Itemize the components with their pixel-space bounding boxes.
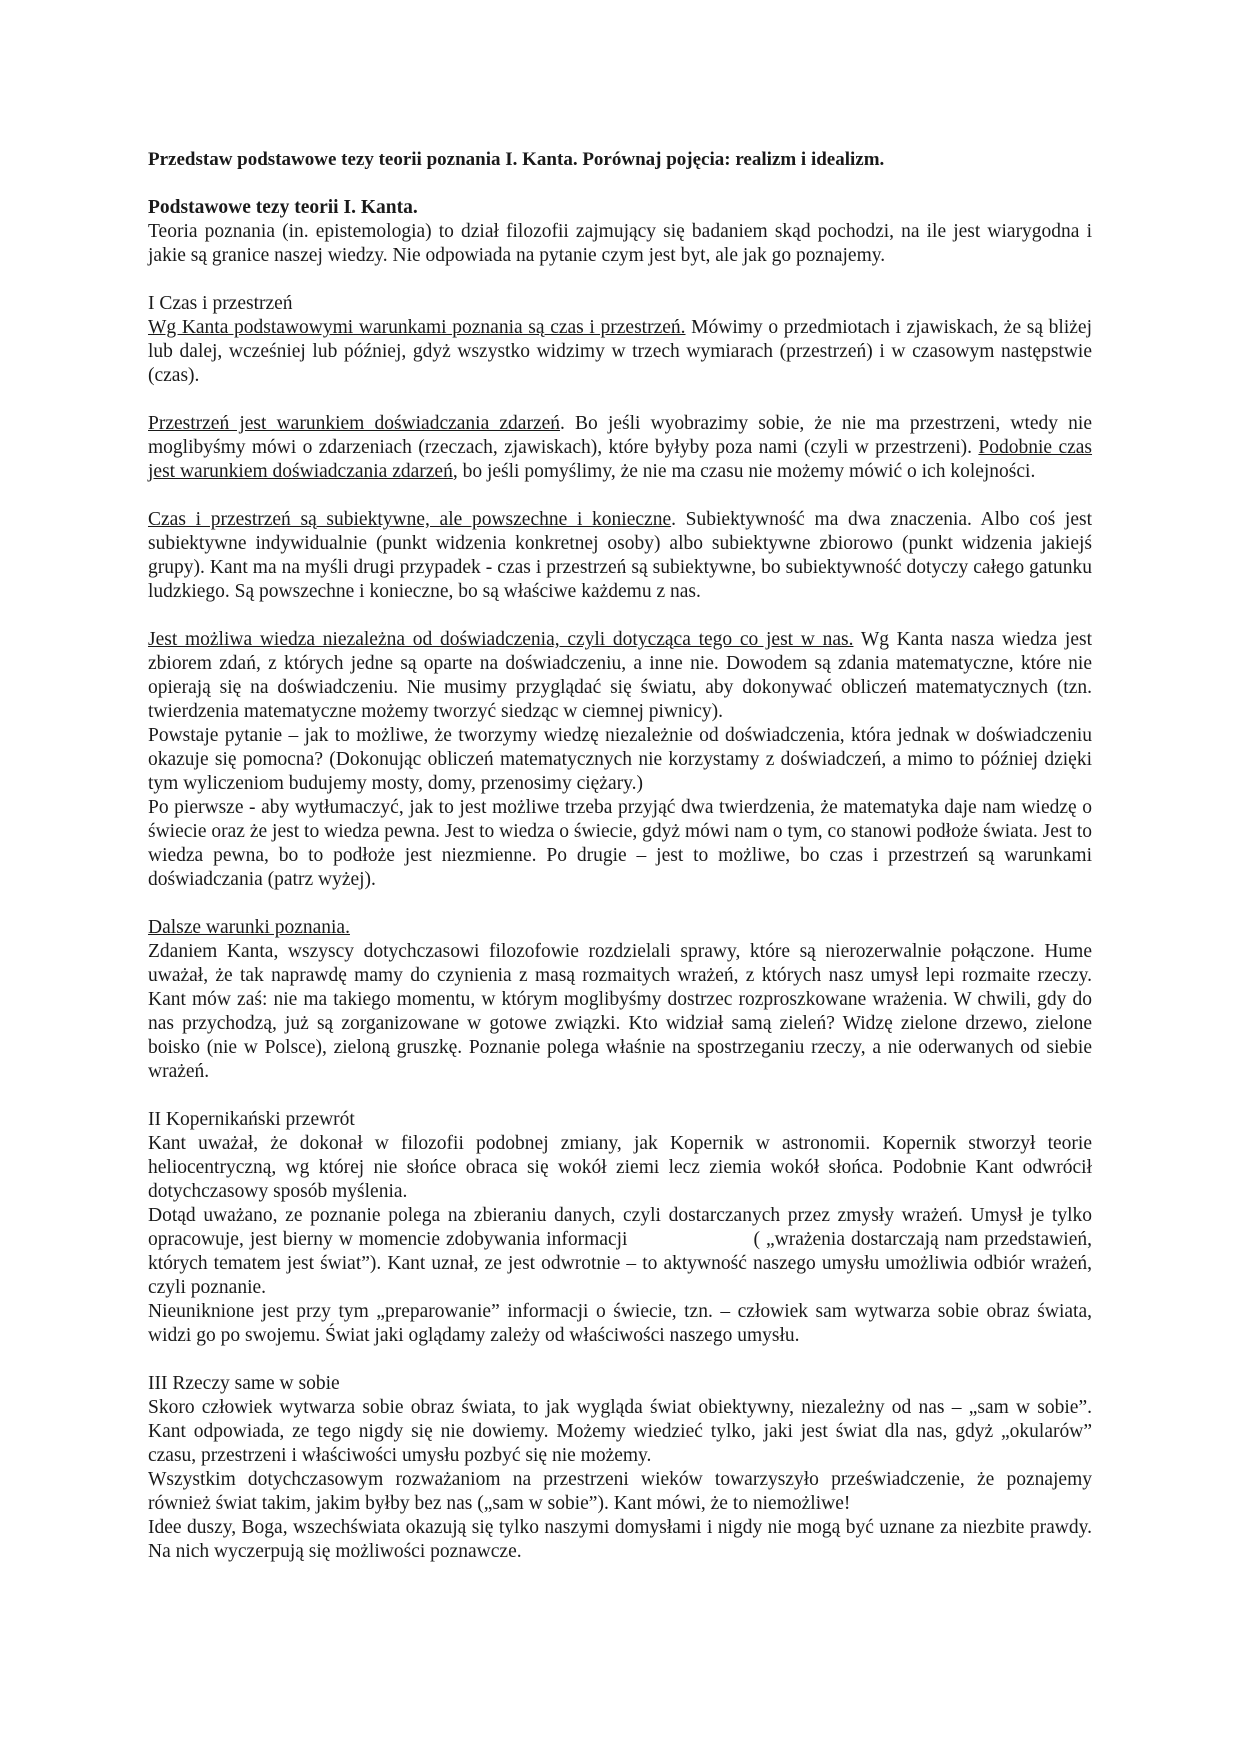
document-page: [148, 148, 1097, 1564]
paragraph-text: , bo jeśli pomyślimy, że nie ma czasu nie możemy mówić o ich kolejności.: [452, 461, 1036, 482]
section-heading-copernican: II Kopernikański przewrót: [148, 1109, 355, 1130]
paragraph: Po pierwsze - aby wytłumaczyć, jak to jest możliwe trzeba przyjąć dwa twierdzenia, że matematyka daje nam wiedzę o świecie oraz że jest to wiedza pewna. Jest to wiedza o świecie, gdyż mówi nam o tym, co stanowi podłoże świata. Jest to wiedza pewna, bo to podłoże jest niezmienne. Po drugie – jest to możliwe, bo czas i przestrzeń są warunkami doświadczania (patrz wyżej).: [148, 797, 1092, 890]
paragraph: Teoria poznania (in. epistemologia) to dział filozofii zajmujący się badaniem skąd pochodzi, na ile jest wiarygodna i jakie są granice naszej wiedzy. Nie odpowiada na pytanie czym jest byt, ale jak go poznajemy.: [148, 221, 1092, 266]
paragraph: Nieuniknione jest przy tym „preparowanie” informacji o świecie, tzn. – człowiek sam wytwarza sobie obraz świata, widzi go po swojemu. Świat jaki oglądamy zależy od właściwości naszego umysłu.: [148, 1301, 1092, 1346]
paragraph-text: Wg Kanta nasza wiedza jest zbiorem zdań, z których jedne są oparte na doświadczeniu, a inne nie. Dowodem są zdania matematyczne, które nie opierają się na doświadczeniu. Nie musimy przyglądać się światu, aby dokonywać obliczeń matematycznych (tzn. twierdzenia matematyczne możemy tworzyć siedząc w ciemnej piwnicy).: [148, 629, 1092, 722]
underlined-thesis: Przestrzeń jest warunkiem doświadczania zdarzeń: [148, 413, 561, 434]
paragraph-text: . Bo jeśli wyobrazimy sobie, że nie ma przestrzeni, wtedy nie moglibyśmy mówi o zdarzeniach (rzeczach, zjawiskach), które byłyby poza nami (czyli w przestrzeni).: [148, 413, 1092, 458]
paragraph: Wszystkim dotychczasowym rozważaniom na przestrzeni wieków towarzyszyło przeświadczenie, że poznajemy również świat takim, jakim byłby bez nas („sam w sobie”). Kant mówi, że to niemożliwe!: [148, 1469, 1092, 1514]
paragraph: Dotąd uważano, ze poznanie polega na zbieraniu danych, czyli dostarczanych przez zmysły wrażeń. Umysł je tylko opracowuje, jest bierny w momencie zdobywania informacji ( „wrażenia dostarczają nam przedstawień, których tematem jest świat”). Kant uznał, ze jest odwrotnie – to aktywność naszego umysłu umożliwia odbiór wrażeń, czyli poznanie.: [148, 1205, 1097, 1298]
document-title: Przedstaw podstawowe tezy teorii poznania I. Kanta. Porównaj pojęcia: realizm i idealizm.: [148, 149, 885, 170]
paragraph: Idee duszy, Boga, wszechświata okazują się tylko naszymi domysłami i nigdy nie mogą być uznane za niezbite prawdy. Na nich wyczerpują się możliwości poznawcze.: [148, 1517, 1092, 1562]
section-heading-things-in-themselves: III Rzeczy same w sobie: [148, 1373, 340, 1394]
paragraph: [148, 628, 1092, 724]
paragraph: [148, 412, 1092, 484]
paragraph-text: . Subiektywność ma dwa znaczenia. Albo coś jest subiektywne indywidualnie (punkt widzenia konkretnej osoby) albo subiektywne zbiorowo (punkt widzenia jakiejś grupy). Kant ma na myśli drugi przypadek - czas i przestrzeń są subiektywne, bo subiektywność dotyczy całego gatunku ludzkiego. Są powszechne i konieczne, bo są właściwe każdemu z nas.: [148, 509, 1092, 602]
paragraph: Kant uważał, że dokonał w filozofii podobnej zmiany, jak Kopernik w astronomii. Kopernik stworzył teorie heliocentryczną, wg której nie słońce obraca się wokół ziemi lecz ziemia wokół słońca. Podobnie Kant odwrócił dotychczasowy sposób myślenia.: [148, 1133, 1092, 1202]
paragraph: [148, 508, 1092, 604]
paragraph: [148, 316, 1092, 388]
paragraph-text: Mówimy o przedmiotach i zjawiskach, że są bliżej lub dalej, wcześniej lub później, gdyż wszystko widzimy w trzech wymiarach (przestrzeń) i w czasowym następstwie (czas).: [148, 317, 1092, 386]
underlined-thesis: Czas i przestrzeń są subiektywne, ale powszechne i konieczne: [148, 509, 672, 530]
paragraph: Powstaje pytanie – jak to możliwe, że tworzymy wiedzę niezależnie od doświadczenia, która jednak w doświadczeniu okazuje się pomocna? (Dokonując obliczeń matematycznych nie korzystamy z doświadczeń, a mimo to później dzięki tym wyliczeniom budujemy mosty, domy, przenosimy ciężary.): [148, 725, 1092, 794]
section-heading-theses: Podstawowe tezy teorii I. Kanta.: [148, 197, 418, 218]
section-heading-time-space: I Czas i przestrzeń: [148, 293, 293, 314]
underlined-thesis: Jest możliwa wiedza niezależna od doświadczenia, czyli dotycząca tego co jest w nas.: [148, 629, 854, 650]
underlined-thesis: Podobnie czas jest warunkiem doświadczania zdarzeń: [148, 437, 1093, 482]
underlined-thesis: Wg Kanta podstawowymi warunkami poznania są czas i przestrzeń.: [148, 317, 686, 338]
section-heading-further-conditions: Dalsze warunki poznania.: [148, 917, 350, 938]
paragraph: Zdaniem Kanta, wszyscy dotychczasowi filozofowie rozdzielali sprawy, które są nierozerwalnie połączone. Hume uważał, że tak naprawdę mamy do czynienia z masą rozmaitych wrażeń, z których nasz umysł lepi rozmaite rzeczy. Kant mów zaś: nie ma takiego momentu, w którym moglibyśmy dostrzec rozproszkowane wrażenia. W chwili, gdy do nas przychodzą, już są zorganizowane w gotowe związki. Kto widział samą zieleń? Widzę zielone drzewo, zielone boisko (nie w Polsce), zieloną gruszkę. Poznanie polega właśnie na spostrzeganiu rzeczy, a nie oderwanych od siebie wrażeń.: [148, 941, 1092, 1082]
paragraph: Skoro człowiek wytwarza sobie obraz świata, to jak wygląda świat obiektywny, niezależny od nas – „sam w sobie”. Kant odpowiada, ze tego nigdy się nie dowiemy. Możemy wiedzieć tylko, jaki jest świat dla nas, gdyż „okularów” czasu, przestrzeni i właściwości umysłu pozbyć się nie możemy.: [148, 1397, 1092, 1466]
